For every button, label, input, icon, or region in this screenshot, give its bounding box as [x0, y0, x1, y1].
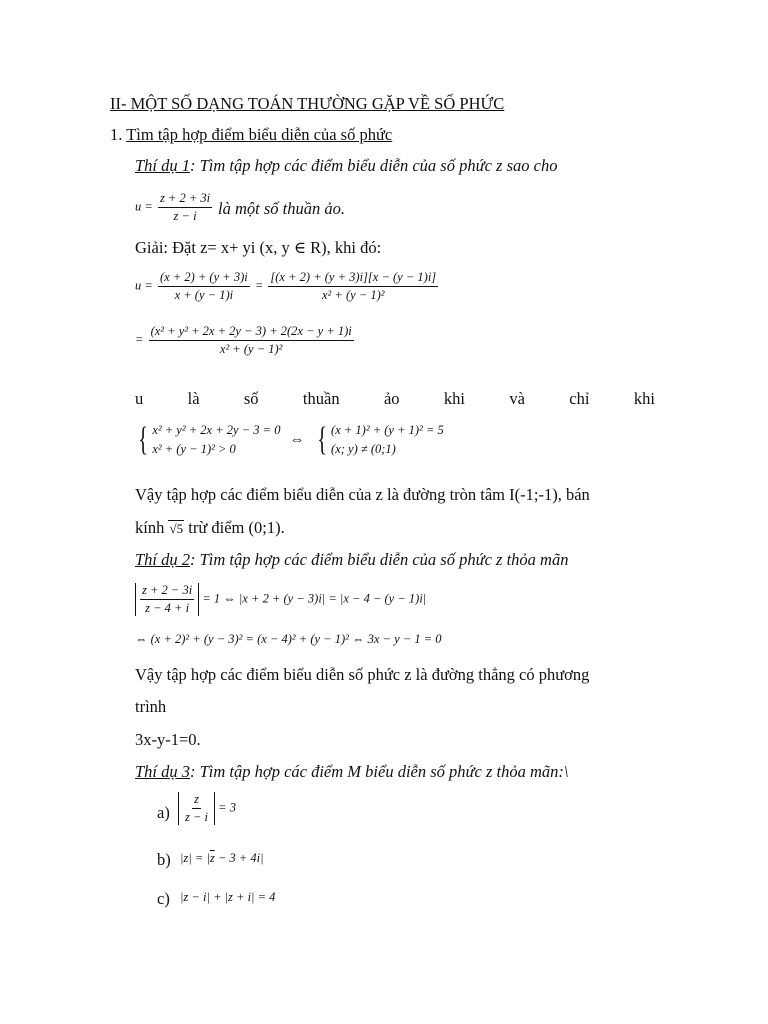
example1-system: { x² + y² + 2x + 2y − 3 = 0 x² + (y − 1)² > 0 ⇔ { (x + 1)² + (y + 1)² = 5 (x; y) ≠ (0;1): [138, 421, 444, 458]
example1-u-expression: u = $\frac{z + 2 + 3i}{z - i}$: [135, 191, 211, 223]
example1-tail: là một số thuần ảo.: [218, 199, 345, 218]
section-heading: II- MỘT SỐ DẠNG TOÁN THƯỜNG GẶP VỀ SỐ PHỨC: [110, 94, 505, 113]
example3-label: Thí dụ 3: [135, 762, 191, 781]
example3-statement: Thí dụ 3: Tìm tập hợp các điểm M biểu diễn số phức z thỏa mãn:\: [135, 762, 569, 781]
example1-step1: u = $\frac{(x + 2) + (y + 3)i}{x + (y - 1)i}$ = $\frac{[(x + 2) + (y + 3)i][x - (y - 1)i]}{\text{x² + (y − 1)²}}$: [135, 270, 437, 302]
example2-statement: Thí dụ 2: Tìm tập hợp các điểm biểu diễn của số phức z thỏa mãn: [135, 550, 569, 569]
example2-eq2: ⇔ (x + 2)² + (y − 3)² = (x − 4)² + (y − 1)² ⇔ 3x − y − 1 = 0: [135, 632, 442, 646]
example2-conclusion-3: 3x-y-1=0.: [135, 730, 201, 749]
example1-conclusion-2: kính √5 trừ điểm (0;1).: [135, 518, 285, 537]
example3-item-a: a): [157, 803, 170, 822]
example1-statement: Thí dụ 1: Tìm tập hợp các điểm biểu diễn của số phức z sao cho: [135, 156, 558, 175]
example3-item-b-expr: $|z| = |\overline{z} - 3 + 4i|$: [180, 851, 264, 865]
example3-item-c: c): [157, 889, 170, 908]
example1-condition-line: u là số thuần ảo khi và chỉ khi: [135, 389, 655, 408]
example3-item-a-expr: $\frac{z}{z - i}$ = 3: [178, 792, 236, 825]
example2-conclusion-2: trình: [135, 697, 167, 716]
example2-label: Thí dụ 2: [135, 550, 191, 569]
example1-step2: = $\frac{\text{(x² + y² + 2x + 2y − 3) + 2(2x − y + 1)i}}{\text{x² + (y − 1)²}}$: [135, 324, 352, 356]
example3-item-c-expr: |z − i| + |z + i| = 4: [180, 890, 276, 904]
subsection-heading: 1. Tìm tập hợp điểm biểu diễn của số phức: [110, 125, 393, 144]
example1-conclusion-1: Vậy tập hợp các điểm biểu diễn của z là đường tròn tâm I(-1;-1), bán: [135, 485, 590, 504]
example2-conclusion-1: Vậy tập hợp các điểm biểu diễn số phức z là đường thẳng có phương: [135, 665, 590, 684]
example1-solution-intro: Giải: Đặt z= x+ yi (x, y ∈ R), khi đó:: [135, 238, 382, 257]
example3-item-b: b): [157, 850, 171, 869]
example1-label: Thí dụ 1: [135, 156, 191, 175]
example2-eq1: $\frac{z + 2 - 3i}{z - 4 + i}$ = 1 ⇔ |x + 2 + (y − 3)i| = |x − 4 − (y − 1)i|: [135, 583, 426, 616]
